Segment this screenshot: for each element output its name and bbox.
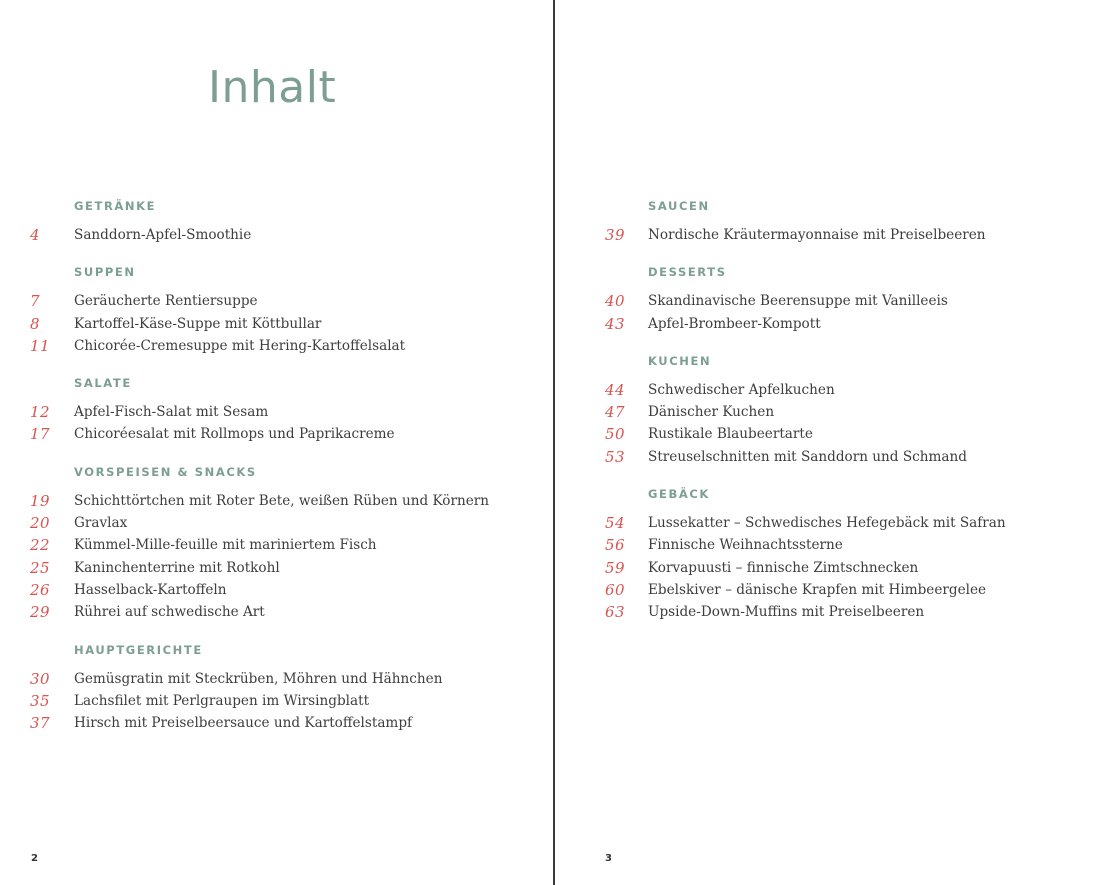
toc-entry-page-number: 19	[30, 491, 51, 510]
toc-entry-title: Upside-Down-Muffins mit Preiselbeeren	[648, 604, 925, 621]
toc-entry-page-number: 37	[30, 714, 51, 733]
toc-entry[interactable]	[0, 290, 489, 312]
section-heading: SAUCEN	[648, 199, 710, 213]
toc-entry-page-number: 53	[605, 447, 626, 466]
toc-entry-title: Lachsfilet mit Perlgraupen im Wirsingblatt	[74, 692, 370, 709]
toc-entry-title: Nordische Kräutermayonnaise mit Preiselbeeren	[648, 227, 986, 243]
toc-entry-title: Apfel-Brombeer-Kompott	[648, 315, 821, 332]
toc-entry[interactable]	[0, 423, 489, 445]
toc-entry-page-number: 39	[605, 226, 626, 244]
toc-entry-page-number: 47	[605, 403, 626, 422]
toc-section	[0, 265, 489, 357]
toc-section	[556, 199, 1006, 246]
toc-entry-title: Schwedischer Apfelkuchen	[648, 381, 835, 398]
toc-entry[interactable]	[556, 224, 1006, 246]
toc-entry-page-number: 63	[605, 603, 626, 622]
toc-column-right	[556, 199, 1006, 643]
book-spine-divider	[553, 0, 555, 885]
toc-entry-page-number: 20	[30, 514, 51, 533]
toc-entry-page-number: 11	[30, 336, 51, 355]
toc-entry-page-number: 17	[30, 425, 51, 444]
toc-entry-page-number: 26	[30, 580, 51, 599]
toc-entry-title: Kartoffel-Käse-Suppe mit Köttbullar	[74, 315, 322, 332]
toc-entry[interactable]	[556, 601, 1006, 623]
page-title: Inhalt	[208, 62, 337, 113]
toc-entry-title: Rührei auf schwedische Art	[74, 604, 265, 621]
toc-entry-page-number: 40	[605, 292, 626, 311]
toc-entry-title: Hirsch mit Preiselbeersauce und Kartoffelstampf	[74, 715, 413, 732]
toc-entry-page-number: 7	[30, 292, 41, 311]
toc-entry-title: Dänischer Kuchen	[648, 404, 775, 421]
toc-entry[interactable]	[556, 579, 1006, 601]
toc-entry[interactable]	[0, 579, 489, 601]
toc-section	[0, 643, 489, 735]
page-number-left: 2	[31, 853, 38, 864]
page-number-right: 3	[605, 853, 612, 864]
toc-entry-page-number: 30	[30, 669, 51, 688]
toc-entry[interactable]	[0, 490, 489, 512]
toc-entry[interactable]	[556, 423, 1006, 445]
toc-entry[interactable]	[0, 335, 489, 357]
toc-entry[interactable]	[0, 401, 489, 423]
toc-entry[interactable]	[556, 557, 1006, 579]
toc-section	[0, 199, 489, 246]
toc-entry-title: Ebelskiver – dänische Krapfen mit Himbeergelee	[648, 581, 987, 598]
toc-entry-title: Streuselschnitten mit Sanddorn und Schmand	[648, 448, 967, 465]
toc-entry[interactable]	[0, 557, 489, 579]
toc-entry-title: Lussekatter – Schwedisches Hefegebäck mit Safran	[648, 515, 1006, 532]
toc-entry-page-number: 60	[605, 580, 626, 599]
toc-entry-page-number: 50	[605, 425, 626, 444]
toc-entry-page-number: 56	[605, 536, 626, 555]
section-heading: DESSERTS	[648, 265, 727, 280]
toc-entry[interactable]	[0, 712, 489, 734]
toc-entry-title: Skandinavische Beerensuppe mit Vanilleeis	[648, 293, 948, 310]
toc-entry-page-number: 43	[605, 314, 626, 333]
toc-entry[interactable]	[0, 224, 489, 246]
toc-entry-page-number: 54	[605, 514, 626, 533]
section-heading: HAUPTGERICHTE	[74, 642, 203, 657]
toc-entry-page-number: 59	[605, 558, 626, 577]
toc-column-left	[0, 199, 489, 753]
toc-entry[interactable]	[556, 512, 1006, 534]
toc-section	[556, 265, 1006, 335]
toc-entry-title: Hasselback-Kartoffeln	[74, 581, 227, 598]
toc-section	[556, 354, 1006, 468]
toc-entry[interactable]	[556, 313, 1006, 335]
section-heading: GEBÄCK	[648, 487, 710, 502]
toc-entry-page-number: 8	[30, 314, 41, 333]
toc-entry[interactable]	[556, 534, 1006, 556]
toc-entry-title: Rustikale Blaubeertarte	[648, 426, 813, 443]
toc-entry-title: Geräucherte Rentiersuppe	[74, 293, 258, 310]
toc-entry[interactable]	[556, 379, 1006, 401]
right-page	[556, 0, 1110, 885]
toc-entry[interactable]	[556, 446, 1006, 468]
toc-entry-page-number: 12	[30, 403, 51, 422]
section-heading: KUCHEN	[648, 353, 712, 368]
toc-entry-title: Sanddorn-Apfel-Smoothie	[74, 227, 252, 243]
toc-entry[interactable]	[0, 534, 489, 556]
toc-section	[556, 487, 1006, 623]
toc-entry-title: Gemüsgratin mit Steckrüben, Möhren und Hähnchen	[74, 670, 443, 687]
section-heading: SALATE	[74, 376, 132, 391]
section-heading: GETRÄNKE	[74, 199, 157, 213]
toc-entry-page-number: 4	[30, 226, 41, 244]
toc-entry[interactable]	[0, 512, 489, 534]
toc-entry[interactable]	[0, 668, 489, 690]
toc-entry-title: Finnische Weihnachtssterne	[648, 537, 843, 554]
toc-section	[0, 376, 489, 446]
toc-entry-page-number: 25	[30, 558, 51, 577]
toc-entry-title: Gravlax	[74, 515, 128, 532]
toc-entry-title: Chicorée-Cremesuppe mit Hering-Kartoffelsalat	[74, 337, 406, 354]
section-heading: SUPPEN	[74, 265, 136, 280]
toc-entry-title: Apfel-Fisch-Salat mit Sesam	[74, 404, 269, 421]
section-heading: VORSPEISEN & SNACKS	[74, 464, 257, 479]
toc-entry-title: Chicoréesalat mit Rollmops und Paprikacreme	[74, 426, 395, 443]
toc-entry[interactable]	[0, 690, 489, 712]
toc-section	[0, 465, 489, 624]
toc-entry[interactable]	[556, 290, 1006, 312]
toc-entry[interactable]	[0, 601, 489, 623]
toc-entry[interactable]	[556, 401, 1006, 423]
toc-entry-page-number: 29	[30, 603, 51, 622]
toc-entry-page-number: 44	[605, 380, 626, 399]
toc-entry-title: Korvapuusti – finnische Zimtschnecken	[648, 559, 919, 576]
toc-entry-title: Schichttörtchen mit Roter Bete, weißen Rüben und Körnern	[74, 492, 490, 509]
toc-entry-title: Kaninchenterrine mit Rotkohl	[74, 559, 280, 576]
toc-entry-page-number: 22	[30, 536, 51, 555]
toc-entry-page-number: 35	[30, 691, 51, 710]
toc-entry[interactable]	[0, 313, 489, 335]
toc-entry-title: Kümmel-Mille-feuille mit mariniertem Fisch	[74, 537, 377, 554]
